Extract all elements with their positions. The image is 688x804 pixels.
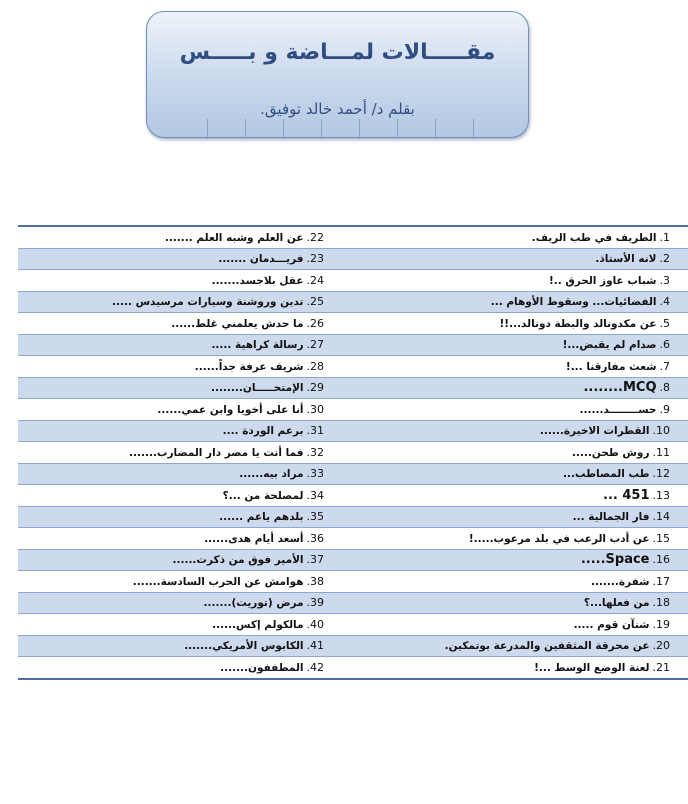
toc-entry[interactable] <box>364 506 688 528</box>
table-row <box>18 291 688 313</box>
toc-entry[interactable] <box>18 485 364 507</box>
entry-number: 35. <box>306 510 324 524</box>
entry-number: 34. <box>306 488 324 502</box>
entry-number: 40. <box>306 617 324 631</box>
toc-entry[interactable] <box>18 334 364 356</box>
entry-title: القطرات الاخيرة...... <box>539 425 650 438</box>
entry-title: مرض (توريت)....... <box>203 597 304 610</box>
entry-title: شباب عاوز الحرق ..! <box>548 274 657 287</box>
entry-number: 38. <box>306 574 324 588</box>
entry-number: 13. <box>652 488 670 502</box>
entry-number: 11. <box>652 445 670 459</box>
toc-entry[interactable] <box>18 506 364 528</box>
entry-title: حســــــــد...... <box>579 403 657 416</box>
entry-number: 18. <box>652 596 670 610</box>
table-row <box>18 248 688 270</box>
entry-number: 15. <box>652 531 670 545</box>
toc-entry[interactable] <box>18 592 364 614</box>
toc-entry[interactable] <box>364 463 688 485</box>
entry-title: لمصلحة من ...؟ <box>222 489 304 502</box>
entry-number: 3. <box>659 273 670 287</box>
entry-title: هوامش عن الحرب السادسة....... <box>132 575 304 588</box>
toc-entry[interactable] <box>18 291 364 313</box>
entry-number: 26. <box>306 316 324 330</box>
table-row <box>18 226 688 248</box>
toc-entry[interactable] <box>18 614 364 636</box>
toc-entry[interactable] <box>18 226 364 248</box>
toc-entry[interactable] <box>18 463 364 485</box>
toc-entry[interactable] <box>364 248 688 270</box>
entry-title: الفضائيات... وسقوط الأوهام ... <box>490 296 657 309</box>
table-row <box>18 635 688 657</box>
entry-number: 32. <box>306 445 324 459</box>
title-box <box>146 11 529 138</box>
divider <box>245 119 246 139</box>
table-of-contents <box>18 225 688 680</box>
entry-number: 2. <box>659 252 670 266</box>
entry-number: 31. <box>306 424 324 438</box>
toc-entry[interactable] <box>18 270 364 292</box>
toc-entry[interactable] <box>18 313 364 335</box>
toc-entry[interactable] <box>364 592 688 614</box>
entry-number: 22. <box>306 230 324 244</box>
table-row <box>18 485 688 507</box>
entry-title: مالكولم إكس...... <box>212 618 304 631</box>
entry-number: 30. <box>306 402 324 416</box>
entry-number: 42. <box>306 660 324 674</box>
entry-title: شعث مفارقنا ...! <box>565 360 657 373</box>
table-row <box>18 549 688 571</box>
divider <box>321 119 322 139</box>
table-row <box>18 571 688 593</box>
toc-entry[interactable] <box>364 291 688 313</box>
toc-entry[interactable] <box>18 571 364 593</box>
toc-entry[interactable] <box>18 528 364 550</box>
table-row <box>18 442 688 464</box>
entry-number: 8. <box>659 381 670 395</box>
toc-entry[interactable] <box>364 270 688 292</box>
entry-number: 14. <box>652 510 670 524</box>
entry-title: المطففون....... <box>220 661 304 674</box>
toc-entry[interactable] <box>364 442 688 464</box>
entry-title: ما حدش يعلمني غلط...... <box>171 317 304 330</box>
entry-title: تدين وروشنة وسيارات مرسيدس ..... <box>111 296 304 309</box>
entry-title: برعم الوردة .... <box>222 425 304 438</box>
entry-number: 9. <box>659 402 670 416</box>
toc-entry[interactable] <box>364 635 688 657</box>
toc-entry[interactable] <box>364 313 688 335</box>
entry-number: 21. <box>652 660 670 674</box>
entry-number: 7. <box>659 359 670 373</box>
toc-entry[interactable] <box>364 334 688 356</box>
toc-entry[interactable] <box>364 420 688 442</box>
author-line: بقلم د/ أحمد خالد توفيق. <box>260 100 415 118</box>
divider <box>435 119 436 139</box>
toc-entry[interactable] <box>364 485 688 507</box>
entry-title: شفرة....... <box>590 575 650 588</box>
entry-title: 451 ... <box>603 487 650 503</box>
divider <box>397 119 398 139</box>
toc-entry[interactable] <box>364 528 688 550</box>
entry-number: 29. <box>306 381 324 395</box>
toc-entry[interactable] <box>364 226 688 248</box>
entry-title: الطريف في طب الريف. <box>531 231 657 244</box>
table-row <box>18 399 688 421</box>
entry-title: عن محرقة المثقفين والمدرعة بوتمكين. <box>444 640 650 653</box>
divider <box>473 119 474 139</box>
entry-title: الإمتحـــــان........ <box>210 382 304 395</box>
entry-title: عن العلم وشبه العلم ....... <box>164 231 304 244</box>
toc-entry[interactable] <box>18 356 364 378</box>
entry-number: 39. <box>306 596 324 610</box>
entry-number: 33. <box>306 467 324 481</box>
table-row <box>18 614 688 636</box>
toc-entry[interactable] <box>18 442 364 464</box>
entry-number: 37. <box>306 553 324 567</box>
table-row <box>18 657 688 679</box>
entry-number: 36. <box>306 531 324 545</box>
table-row <box>18 377 688 399</box>
entry-number: 16. <box>652 553 670 567</box>
entry-number: 19. <box>652 617 670 631</box>
entry-title: صدام لم يقبض...! <box>562 339 657 352</box>
entry-title: Space..... <box>580 552 650 568</box>
entry-number: 1. <box>659 230 670 244</box>
table-row <box>18 592 688 614</box>
entry-title: فما أنت يا مصر دار المضارب....... <box>129 446 304 459</box>
toc-entry[interactable] <box>364 377 688 399</box>
table-row <box>18 334 688 356</box>
entry-number: 12. <box>652 467 670 481</box>
entry-title: لعنة الوضع الوسط ...! <box>534 661 650 674</box>
entry-title: مراد بيه...... <box>239 468 304 481</box>
toc-entry[interactable] <box>364 399 688 421</box>
table-row <box>18 270 688 292</box>
table-row <box>18 506 688 528</box>
toc-entry[interactable] <box>364 356 688 378</box>
entry-title: من فعلها...؟ <box>583 597 650 610</box>
entry-number: 17. <box>652 574 670 588</box>
toc-entry[interactable] <box>18 549 364 571</box>
toc-entry[interactable] <box>364 657 688 679</box>
entry-number: 27. <box>306 338 324 352</box>
divider <box>359 119 360 139</box>
book-title: مقـــــالات لمـــاضة و بـــــس <box>179 40 496 65</box>
entry-title: بلدهم ياعم ...... <box>219 511 304 524</box>
entry-title: عقل بلاجسد....... <box>211 274 304 287</box>
entry-number: 4. <box>659 295 670 309</box>
entry-title: أنا على أخويا وابن عمي...... <box>157 403 304 416</box>
toc-entry[interactable] <box>18 657 364 679</box>
entry-title: عن مكدونالد والبطة دونالد...!! <box>499 317 657 330</box>
toc-entry[interactable] <box>18 635 364 657</box>
toc-entry[interactable] <box>18 420 364 442</box>
entry-title: فريـــدمان ....... <box>218 253 304 266</box>
entry-number: 23. <box>306 252 324 266</box>
entry-title: رسالة كراهية ..... <box>211 339 304 352</box>
entry-title: عن أدب الرعب في بلد مرعوب.....! <box>468 532 650 545</box>
entry-number: 25. <box>306 295 324 309</box>
entry-number: 6. <box>659 338 670 352</box>
entry-number: 20. <box>652 639 670 653</box>
entry-title: طب المصاطب... <box>562 468 650 481</box>
table-row <box>18 356 688 378</box>
divider <box>283 119 284 139</box>
entry-title: شنآن قوم ..... <box>573 618 650 631</box>
entry-title: MCQ........ <box>583 380 657 396</box>
entry-title: شريف عرفة جداً...... <box>194 360 304 373</box>
entry-title: الكابوس الأمريكي....... <box>184 640 304 653</box>
entry-title: أسعد أيام هدى...... <box>204 532 304 545</box>
entry-number: 41. <box>306 639 324 653</box>
table-row <box>18 313 688 335</box>
toc-entry[interactable] <box>18 248 364 270</box>
entry-number: 24. <box>306 273 324 287</box>
entry-number: 10. <box>652 424 670 438</box>
table-row <box>18 420 688 442</box>
entry-title: روش طحن..... <box>571 446 650 459</box>
divider <box>207 119 208 139</box>
entry-title: لانه الأستاذ. <box>595 253 657 266</box>
entry-title: فار الجمالية ... <box>572 511 650 524</box>
toc-entry[interactable] <box>18 399 364 421</box>
toc-entry[interactable] <box>364 571 688 593</box>
entry-number: 5. <box>659 316 670 330</box>
table-row <box>18 528 688 550</box>
toc-entry[interactable] <box>364 614 688 636</box>
entry-number: 28. <box>306 359 324 373</box>
table-row <box>18 463 688 485</box>
toc-entry[interactable] <box>364 549 688 571</box>
entry-title: الأمير فوق من ذكرت...... <box>172 554 304 567</box>
toc-entry[interactable] <box>18 377 364 399</box>
